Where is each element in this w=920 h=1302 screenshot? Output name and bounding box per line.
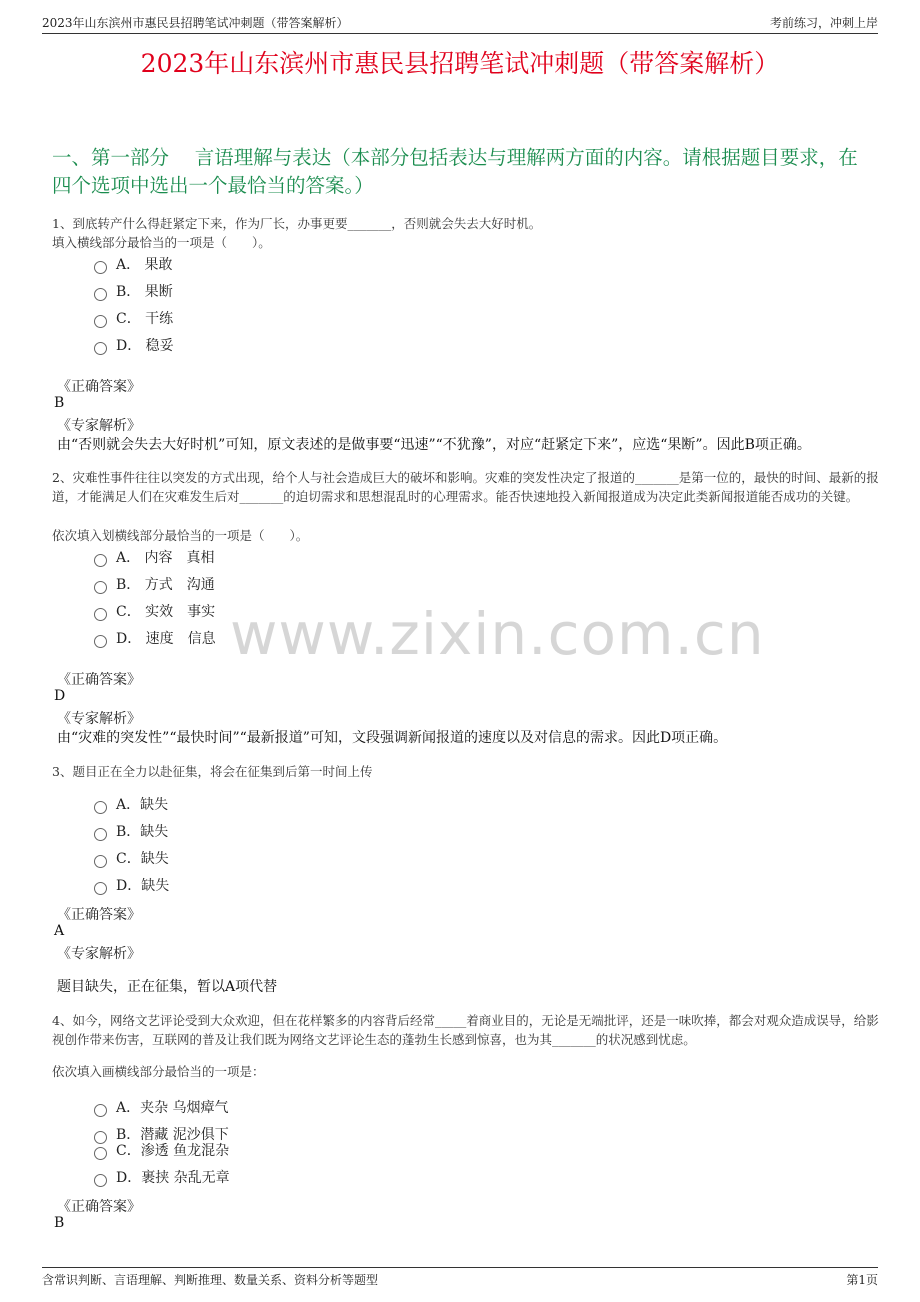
radio-icon[interactable] — [94, 1147, 107, 1160]
header-doc-title: 2023年山东滨州市惠民县招聘笔试冲刺题（带答案解析） — [42, 16, 349, 30]
question-4-correct-label: 《正确答案》 — [57, 1199, 141, 1215]
question-4-option-a[interactable]: A．夹杂 乌烟瘴气 — [94, 1097, 229, 1117]
question-3-correct-label: 《正确答案》 — [57, 907, 141, 923]
question-2-option-d[interactable]: D． 速度 信息 — [94, 628, 216, 648]
question-4-prompt: 依次填入画横线部分最恰当的一项是： — [52, 1064, 265, 1079]
question-3-expert-label: 《专家解析》 — [57, 946, 141, 962]
question-3-stem: 3、题目正在全力以赴征集，将会在征集到后第一时间上传 — [52, 764, 373, 779]
question-1-correct-label: 《正确答案》 — [57, 379, 141, 395]
question-1-option-d[interactable]: D． 稳妥 — [94, 335, 174, 355]
footer-note: 含常识判断、言语理解、判断推理、数量关系、资料分析等题型 — [42, 1273, 379, 1287]
radio-icon[interactable] — [94, 581, 107, 594]
question-2-prompt: 依次填入划横线部分最恰当的一项是（ ）。 — [52, 528, 309, 543]
radio-icon[interactable] — [94, 635, 107, 648]
page-number: 第1页 — [846, 1273, 878, 1287]
radio-icon[interactable] — [94, 828, 107, 841]
question-3-analysis: 题目缺失，正在征集，暂以A项代替 — [57, 979, 278, 995]
question-3-option-d[interactable]: D．缺失 — [94, 875, 169, 895]
radio-icon[interactable] — [94, 315, 107, 328]
question-4-option-d[interactable]: D．裹挟 杂乱无章 — [94, 1167, 230, 1187]
question-2-option-c[interactable]: C． 实效 事实 — [94, 601, 215, 621]
question-2-expert-label: 《专家解析》 — [57, 711, 141, 727]
radio-icon[interactable] — [94, 554, 107, 567]
question-1-option-c[interactable]: C． 干练 — [94, 308, 173, 328]
question-3-option-b[interactable]: B．缺失 — [94, 821, 168, 841]
page-title: 2023年山东滨州市惠民县招聘笔试冲刺题（带答案解析） — [140, 49, 780, 78]
question-2-option-a[interactable]: A． 内容 真相 — [94, 547, 215, 567]
question-4-stem: 4、如今，网络文艺评论受到大众欢迎，但在花样繁多的内容背后经常_____着商业目的，无论是无端批评，还是一味吹捧，都会对观众造成误导，给影视创作带来伤害，互联网的普及让我们既为网络文艺评论生态的蓬勃生长感到惊喜，也为其_______的状况感到忧虑。 — [52, 1013, 879, 1047]
header-slogan: 考前练习，冲刺上岸 — [769, 16, 878, 30]
question-3-option-a[interactable]: A．缺失 — [94, 794, 168, 814]
radio-icon[interactable] — [94, 288, 107, 301]
question-1-answer: B — [54, 395, 65, 411]
question-4-answer: B — [54, 1215, 65, 1231]
radio-icon[interactable] — [94, 882, 107, 895]
question-4-option-b[interactable]: B．潜藏 泥沙俱下 — [94, 1124, 229, 1144]
radio-icon[interactable] — [94, 342, 107, 355]
question-1-option-a[interactable]: A． 果敢 — [94, 254, 173, 274]
question-2-answer: D — [54, 688, 66, 704]
question-4-option-c[interactable]: C．渗透 鱼龙混杂 — [94, 1140, 229, 1160]
radio-icon[interactable] — [94, 261, 107, 274]
question-1-expert-label: 《专家解析》 — [57, 418, 141, 434]
question-1-prompt: 填入横线部分最恰当的一项是（ ）。 — [52, 235, 271, 250]
question-2-stem: 2、灾难性事件往往以突发的方式出现，给个人与社会造成巨大的破坏和影响。灾难的突发性决定了报道的_______是第一位的，最快的时间、最新的报道，才能满足人们在灾难发生后对_______的迫切需求和思想混乱时的心理需求。能否快速地投入新闻报道成为决定此类新闻报道能否成功的关键。 — [52, 470, 879, 504]
radio-icon[interactable] — [94, 1104, 107, 1117]
question-2-option-b[interactable]: B． 方式 沟通 — [94, 574, 215, 594]
radio-icon[interactable] — [94, 1174, 107, 1187]
question-2-correct-label: 《正确答案》 — [57, 672, 141, 688]
watermark: www.zixin.com.cn — [230, 600, 765, 668]
footer-divider — [42, 1267, 878, 1268]
question-3-answer: A — [54, 923, 65, 939]
question-3-option-c[interactable]: C．缺失 — [94, 848, 169, 868]
question-2-analysis: 由“灾难的突发性”“最快时间”“最新报道”可知，文段强调新闻报道的速度以及对信息的需求。因此D项正确。 — [57, 730, 728, 746]
radio-icon[interactable] — [94, 801, 107, 814]
question-1-stem: 1、到底转产什么得赶紧定下来，作为厂长，办事更要_______，否则就会失去大好时机。 — [52, 216, 542, 231]
header-divider — [42, 33, 878, 34]
radio-icon[interactable] — [94, 608, 107, 621]
section-heading: 一、第一部分 言语理解与表达（本部分包括表达与理解两方面的内容。请根据题目要求，在四个选项中选出一个最恰当的答案。） — [52, 146, 858, 197]
question-1-analysis: 由“否则就会失去大好时机”可知，原文表述的是做事要“迅速”“不犹豫”，对应“赶紧定下来”，应选“果断”。因此B项正确。 — [57, 437, 811, 453]
radio-icon[interactable] — [94, 855, 107, 868]
question-1-option-b[interactable]: B． 果断 — [94, 281, 173, 301]
